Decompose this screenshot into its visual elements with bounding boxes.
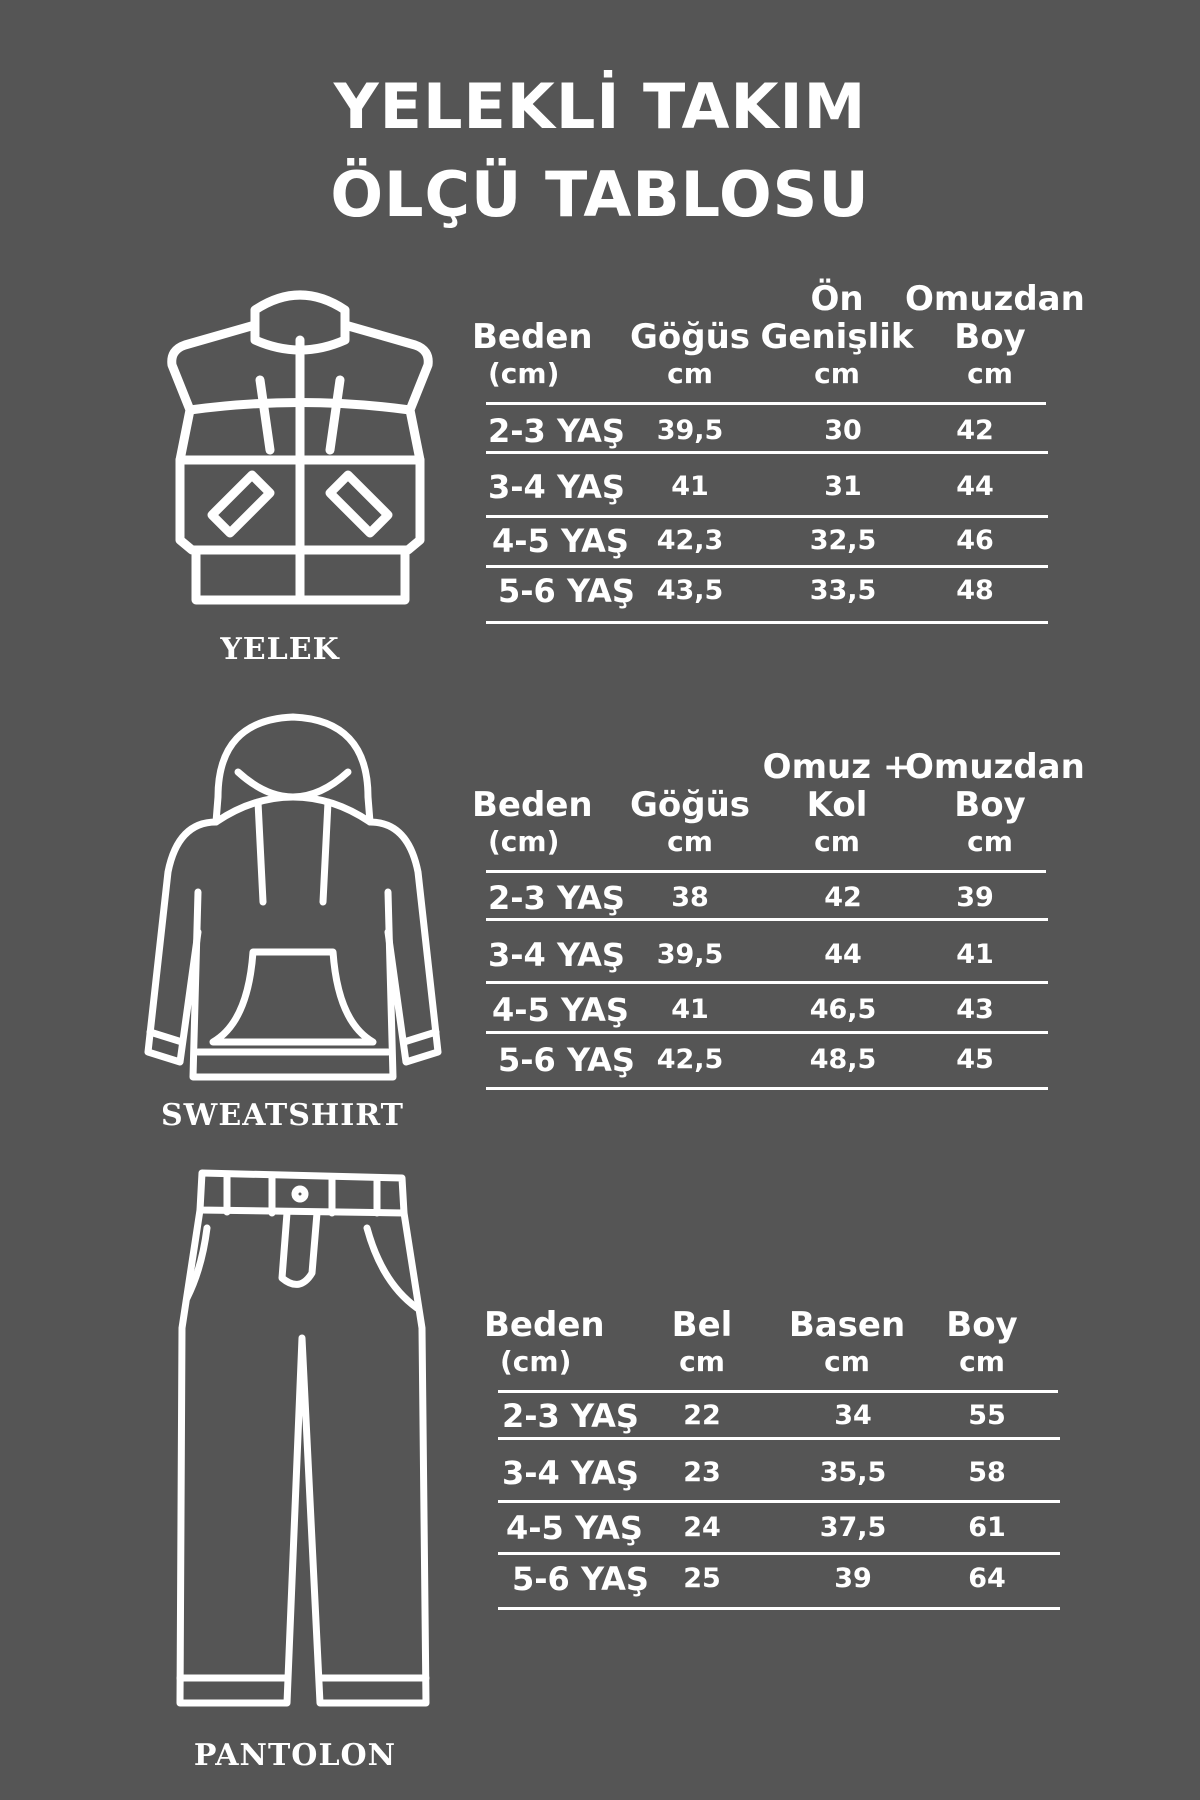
measure-cell: 48,5 xyxy=(809,1044,877,1075)
column-header xyxy=(605,318,775,392)
column-header-label: Bel xyxy=(671,1305,733,1345)
measure-cell: 48 xyxy=(956,575,994,606)
column-header xyxy=(752,280,922,392)
table-rule xyxy=(498,1437,1060,1440)
table-rule xyxy=(498,1500,1060,1503)
measure-cell: 31 xyxy=(824,471,862,502)
table-rule xyxy=(486,402,1046,405)
size-cell: 2-3 YAŞ xyxy=(502,1397,639,1435)
measure-cell: 37,5 xyxy=(819,1512,887,1543)
column-header xyxy=(605,786,775,860)
measure-cell: 39 xyxy=(956,882,994,913)
column-header-label: Göğüs xyxy=(629,317,751,357)
size-cell: 5-6 YAŞ xyxy=(512,1560,649,1598)
measure-cell: 43 xyxy=(956,994,994,1025)
column-header xyxy=(484,1306,614,1380)
measure-cell: 42 xyxy=(956,415,994,446)
column-header-unit: cm xyxy=(967,357,1013,390)
table-rule xyxy=(486,1031,1048,1034)
measure-cell: 61 xyxy=(968,1512,1006,1543)
size-cell: 2-3 YAŞ xyxy=(488,879,625,917)
column-header-unit: cm xyxy=(667,357,713,390)
table-rule xyxy=(486,918,1048,921)
column-header xyxy=(752,748,922,860)
size-cell: 3-4 YAŞ xyxy=(488,468,625,506)
column-header-label: Boy xyxy=(946,1305,1018,1345)
measure-cell: 46,5 xyxy=(809,994,877,1025)
table-rule xyxy=(486,515,1048,518)
measure-cell: 55 xyxy=(968,1400,1006,1431)
table-rule xyxy=(498,1390,1058,1393)
measure-cell: 64 xyxy=(968,1563,1006,1594)
measure-cell: 42,5 xyxy=(656,1044,724,1075)
column-header xyxy=(897,1306,1067,1380)
column-header-label: Omuzdan Boy xyxy=(905,279,1085,357)
column-header-label: Göğüs xyxy=(629,785,751,825)
column-header xyxy=(905,747,1085,860)
garment-label-yelek: YELEK xyxy=(220,632,340,667)
table-rule xyxy=(498,1552,1060,1555)
measure-cell: 38 xyxy=(671,882,709,913)
measure-cell: 39,5 xyxy=(656,939,724,970)
measure-cell: 25 xyxy=(683,1563,721,1594)
measure-cell: 41 xyxy=(671,471,709,502)
column-header-label: Basen xyxy=(788,1305,906,1345)
pants-icon xyxy=(172,1168,434,1713)
size-cell: 3-4 YAŞ xyxy=(502,1454,639,1492)
measure-cell: 42,3 xyxy=(656,525,724,556)
column-header-label: Beden xyxy=(472,317,593,357)
measure-cell: 39,5 xyxy=(656,415,724,446)
column-header-unit: cm xyxy=(967,825,1013,858)
measure-cell: 39 xyxy=(834,1563,872,1594)
size-cell: 5-6 YAŞ xyxy=(498,572,635,610)
measure-cell: 42 xyxy=(824,882,862,913)
column-header-label: Ön Genişlik xyxy=(760,279,914,357)
column-header-label: Omuz + Kol xyxy=(762,747,912,825)
hoodie-icon xyxy=(138,712,448,1087)
column-header-unit: (cm) xyxy=(488,825,560,858)
column-header-unit: cm xyxy=(667,825,713,858)
column-header-unit: cm xyxy=(824,1345,870,1378)
column-header-unit: (cm) xyxy=(500,1345,572,1378)
column-header xyxy=(905,279,1085,392)
measure-cell: 43,5 xyxy=(656,575,724,606)
measure-cell: 23 xyxy=(683,1457,721,1488)
column-header-unit: cm xyxy=(814,825,860,858)
garment-label-pantolon: PANTOLON xyxy=(193,1738,397,1773)
column-header-unit: cm xyxy=(679,1345,725,1378)
table-rule xyxy=(486,565,1048,568)
size-cell: 4-5 YAŞ xyxy=(506,1509,643,1547)
measure-cell: 41 xyxy=(671,994,709,1025)
size-cell: 3-4 YAŞ xyxy=(488,936,625,974)
column-header xyxy=(472,786,602,860)
column-header-label: Beden xyxy=(484,1305,605,1345)
column-header xyxy=(472,318,602,392)
garment-label-sweatshirt: SWEATSHIRT xyxy=(161,1098,404,1133)
size-cell: 4-5 YAŞ xyxy=(492,991,629,1029)
column-header-unit: (cm) xyxy=(488,357,560,390)
column-header-label: Omuzdan Boy xyxy=(905,747,1085,825)
column-header-unit: cm xyxy=(814,357,860,390)
size-cell: 2-3 YAŞ xyxy=(488,412,625,450)
measure-cell: 44 xyxy=(824,939,862,970)
measure-cell: 58 xyxy=(968,1457,1006,1488)
measure-cell: 46 xyxy=(956,525,994,556)
table-rule xyxy=(486,451,1048,454)
page-title-line-1: YELEKLİ TAKIM xyxy=(333,70,867,143)
measure-cell: 35,5 xyxy=(819,1457,887,1488)
column-header-label: Beden xyxy=(472,785,593,825)
vest-icon xyxy=(160,280,440,610)
table-rule xyxy=(486,621,1048,624)
size-cell: 4-5 YAŞ xyxy=(492,522,629,560)
measure-cell: 44 xyxy=(956,471,994,502)
measure-cell: 33,5 xyxy=(809,575,877,606)
measure-cell: 24 xyxy=(683,1512,721,1543)
table-rule xyxy=(486,981,1048,984)
page-title-line-2: ÖLÇÜ TABLOSU xyxy=(330,158,870,231)
measure-cell: 45 xyxy=(956,1044,994,1075)
measure-cell: 41 xyxy=(956,939,994,970)
size-cell: 5-6 YAŞ xyxy=(498,1041,635,1079)
measure-cell: 32,5 xyxy=(809,525,877,556)
table-rule xyxy=(498,1607,1060,1610)
measure-cell: 34 xyxy=(834,1400,872,1431)
measure-cell: 30 xyxy=(824,415,862,446)
table-rule xyxy=(486,1087,1048,1090)
table-rule xyxy=(486,870,1046,873)
column-header-unit: cm xyxy=(959,1345,1005,1378)
measure-cell: 22 xyxy=(683,1400,721,1431)
